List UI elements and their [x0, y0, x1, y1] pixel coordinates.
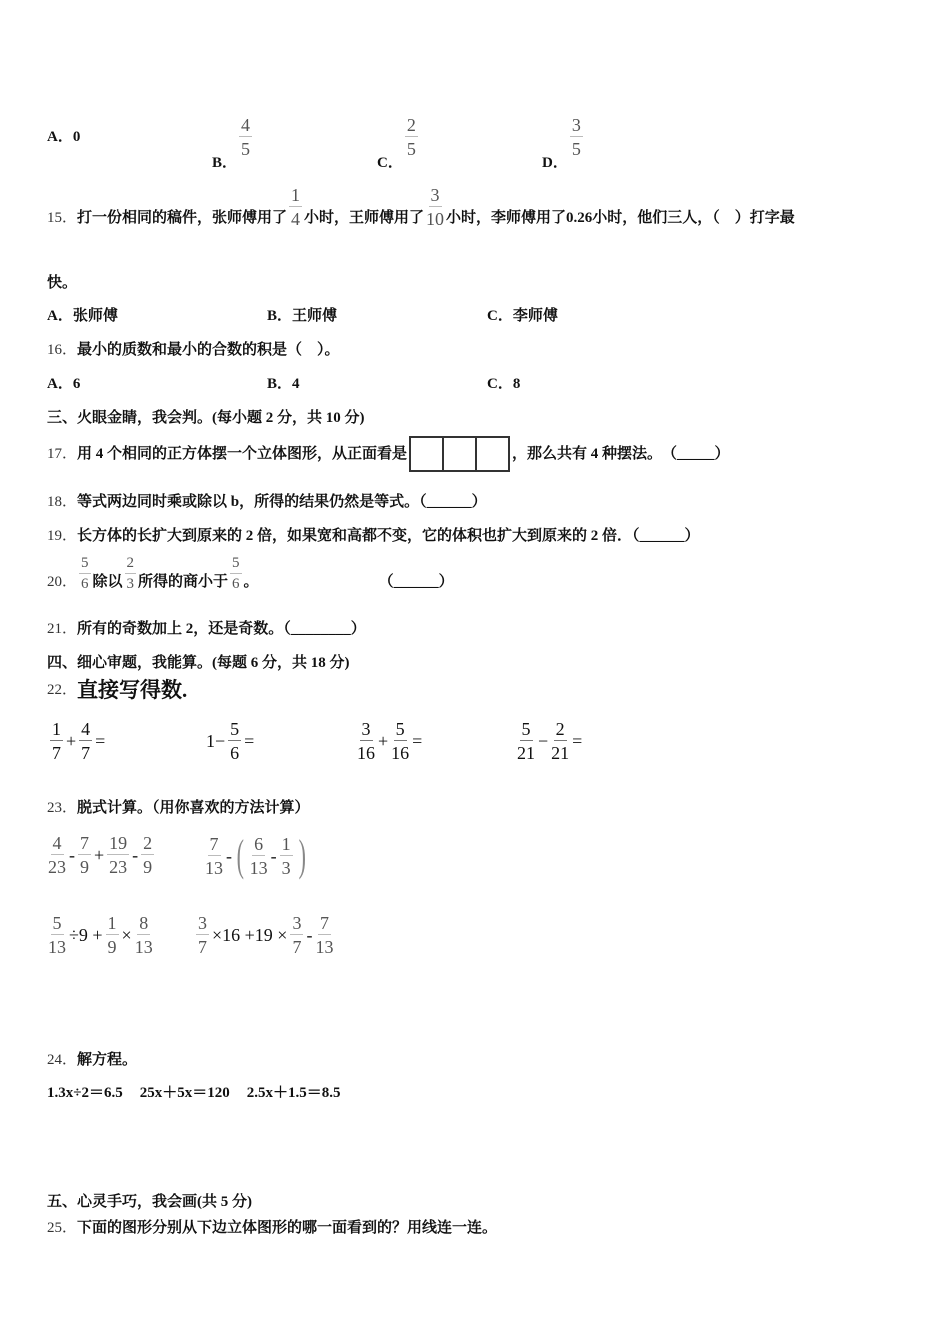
option-c: C．8	[487, 376, 521, 392]
denominator: 21	[551, 743, 570, 763]
question-15-continued: 快。	[47, 275, 78, 291]
equation: 2.5x＋1.5＝8.5	[246, 1085, 341, 1101]
operator: ÷9 +	[69, 925, 103, 945]
denominator: 9	[107, 937, 117, 957]
denominator: 4	[291, 209, 301, 229]
question-text: 用 4 个相同的正方体摆一个立体图形，从正面看是	[77, 446, 408, 462]
numerator: 2	[555, 719, 565, 739]
question-text	[77, 556, 259, 592]
operator: =	[244, 731, 255, 751]
section-5-heading: 五、心灵手巧，我会画(共 5 分)	[47, 1194, 252, 1210]
question-number: 16．	[47, 342, 78, 358]
operator: -	[306, 925, 313, 945]
text-segment: 小时，李师傅用了0.26小时，他们三人，（ ）打字最	[446, 210, 795, 226]
fraction	[570, 116, 583, 158]
question-title: 直接写得数.	[77, 678, 188, 702]
numerator: 1	[52, 719, 61, 739]
equation: 1.3x÷2＝6.5	[47, 1085, 123, 1101]
denominator: 3	[126, 576, 135, 592]
numerator: 5	[52, 913, 62, 933]
option-d	[542, 101, 585, 173]
option-a: A．张师傅	[47, 308, 118, 324]
fraction	[230, 556, 242, 592]
fraction	[141, 834, 154, 876]
expression	[46, 914, 155, 956]
fraction	[290, 914, 303, 956]
denominator: 7	[52, 743, 61, 763]
numerator: 4	[241, 115, 251, 135]
operator: ×	[121, 925, 132, 945]
expression	[48, 720, 106, 762]
option-c: C．李师傅	[487, 308, 558, 324]
fraction	[426, 186, 444, 228]
operator: -	[69, 845, 75, 865]
denominator: 6	[232, 576, 240, 592]
question-22	[47, 678, 187, 702]
denominator: 3	[281, 858, 291, 878]
option-label: B．	[212, 155, 238, 171]
operator: =	[412, 731, 423, 751]
question-15	[47, 186, 795, 228]
question-number: 21．	[47, 621, 78, 637]
operator: =	[572, 731, 583, 751]
denominator: 9	[80, 857, 89, 877]
denominator: 6	[81, 576, 89, 592]
option-c	[377, 101, 420, 173]
numerator: 3	[292, 913, 302, 933]
fraction	[315, 914, 333, 956]
question-title: 解方程。	[77, 1052, 138, 1068]
numerator: 19	[109, 833, 128, 853]
numerator: 2	[125, 556, 137, 574]
fraction	[125, 556, 137, 592]
numerator: 5	[395, 719, 405, 739]
option-b	[212, 101, 254, 173]
operator: -	[270, 846, 277, 866]
numerator: 2	[143, 833, 153, 853]
question-number: 24．	[47, 1052, 78, 1068]
question-text: 长方体的长扩大到原来的 2 倍，如果宽和高都不变，它的体积也扩大到原来的 2 倍．（______）	[77, 528, 700, 544]
question-number: 18．	[47, 494, 78, 510]
fraction	[228, 720, 241, 762]
numerator: 7	[319, 913, 329, 933]
fraction	[239, 116, 252, 158]
numerator: 1	[107, 913, 117, 933]
denominator: 13	[134, 937, 153, 957]
fraction	[79, 556, 91, 592]
option-value: 0	[72, 129, 81, 145]
question-number: 25．	[47, 1220, 78, 1236]
text-segment: 除以	[92, 574, 123, 590]
option-a	[47, 127, 80, 147]
option-label: D．	[542, 155, 568, 171]
question-number: 15．	[47, 210, 78, 226]
question-text: ，那么共有 4 种摆法。 （_____）	[512, 446, 730, 462]
fraction	[405, 116, 418, 158]
denominator: 7	[292, 937, 302, 957]
expression	[194, 914, 335, 956]
numerator: 6	[254, 834, 264, 854]
option-a: A．6	[47, 376, 81, 392]
fraction	[48, 914, 66, 956]
question-number: 22．	[47, 682, 78, 698]
numerator: 7	[209, 834, 219, 854]
denominator: 9	[143, 857, 153, 877]
expression	[203, 831, 309, 880]
numerator: 3	[571, 115, 581, 135]
numerator: 4	[52, 833, 62, 853]
question-text: 等式两边同时乘或除以 b，所得的结果仍然是等式。（______）	[77, 494, 487, 510]
question-text: 最小的质数和最小的合数的积是（ ）。	[77, 342, 340, 358]
denominator: 23	[109, 857, 128, 877]
denominator: 16	[391, 743, 410, 763]
fraction	[106, 914, 119, 956]
fraction	[50, 720, 63, 762]
text-segment: 打一份相同的稿件，张师傅用了	[77, 210, 288, 226]
fraction	[551, 720, 569, 762]
numerator: 5	[79, 556, 91, 574]
denominator: 7	[81, 743, 91, 763]
equation: 25x＋5x＝120	[139, 1085, 230, 1101]
parenthesis: )	[298, 831, 306, 880]
expression	[46, 834, 156, 876]
operator: +	[66, 731, 77, 751]
numerator: 1	[291, 185, 301, 205]
section-4-heading: 四、细心审题，我能算。(每题 6 分，共 18 分)	[47, 655, 350, 671]
parenthesis: (	[236, 831, 244, 880]
answer-blank: （______）	[378, 574, 454, 590]
denominator: 5	[241, 139, 251, 159]
fraction	[196, 914, 209, 956]
equations	[47, 1083, 341, 1103]
numerator: 8	[139, 913, 149, 933]
question-text: 所有的奇数加上 2，还是奇数。（________）	[77, 621, 366, 637]
expression	[515, 720, 583, 762]
text-segment: 。	[243, 574, 259, 590]
question-16	[47, 340, 340, 360]
operator: -	[226, 846, 232, 866]
operator: +	[378, 731, 389, 751]
question-19	[47, 526, 700, 546]
denominator: 13	[249, 858, 268, 878]
operator: −	[538, 731, 549, 751]
fraction	[48, 834, 66, 876]
operator: ×16 +19 ×	[212, 925, 288, 945]
operator: -	[132, 845, 139, 865]
option-label: C．	[377, 155, 403, 171]
question-18	[47, 492, 487, 512]
denominator: 21	[517, 743, 535, 763]
denominator: 6	[230, 743, 240, 763]
denominator: 10	[426, 209, 445, 229]
operator: +	[94, 845, 105, 865]
fraction	[107, 834, 129, 876]
fraction	[78, 834, 91, 876]
text-segment: 所得的商小于	[138, 574, 229, 590]
question-number: 19．	[47, 528, 78, 544]
numerator: 5	[230, 556, 242, 574]
operator: =	[95, 731, 106, 751]
numerator: 5	[521, 719, 531, 739]
denominator: 13	[205, 858, 223, 878]
option-label: A．	[47, 129, 73, 145]
denominator: 5	[571, 139, 581, 159]
question-25	[47, 1218, 497, 1238]
question-text: 下面的图形分别从下边立体图形的哪一面看到的？用线连一连。	[77, 1220, 498, 1236]
denominator: 5	[406, 139, 416, 159]
question-23	[47, 798, 310, 818]
numerator: 3	[361, 719, 371, 739]
fraction	[79, 720, 92, 762]
question-21	[47, 619, 366, 639]
question-title: 脱式计算。（用你喜欢的方法计算）	[77, 800, 310, 816]
fraction	[517, 720, 535, 762]
question-20	[47, 556, 454, 592]
fraction	[250, 835, 268, 877]
denominator: 23	[48, 857, 66, 877]
fraction	[357, 720, 375, 762]
fraction	[205, 835, 223, 877]
numerator: 4	[81, 719, 91, 739]
option-b: B．王师傅	[267, 308, 338, 324]
numerator: 7	[80, 833, 89, 853]
fraction	[289, 186, 302, 228]
denominator: 13	[315, 937, 334, 957]
denominator: 7	[198, 937, 207, 957]
option-b: B．4	[267, 376, 300, 392]
question-number: 20．	[47, 574, 78, 590]
fraction	[391, 720, 409, 762]
three-squares-figure	[409, 436, 510, 472]
question-text	[77, 186, 795, 228]
question-number: 23．	[47, 800, 78, 816]
numerator: 3	[430, 185, 440, 205]
numerator: 2	[406, 115, 416, 135]
expression	[355, 720, 423, 762]
fraction	[280, 835, 293, 877]
question-17	[47, 437, 730, 471]
numerator: 3	[198, 913, 207, 933]
question-number: 17．	[47, 446, 78, 462]
fraction	[135, 914, 153, 956]
question-24	[47, 1050, 137, 1070]
denominator: 16	[357, 743, 375, 763]
section-3-heading: 三、火眼金睛，我会判。(每小题 2 分，共 10 分)	[47, 410, 365, 426]
operator: 1−	[206, 731, 226, 751]
numerator: 5	[230, 719, 240, 739]
text-segment: 小时，王师傅用了	[304, 210, 425, 226]
expression	[205, 720, 255, 762]
numerator: 1	[281, 834, 291, 854]
denominator: 13	[48, 937, 66, 957]
